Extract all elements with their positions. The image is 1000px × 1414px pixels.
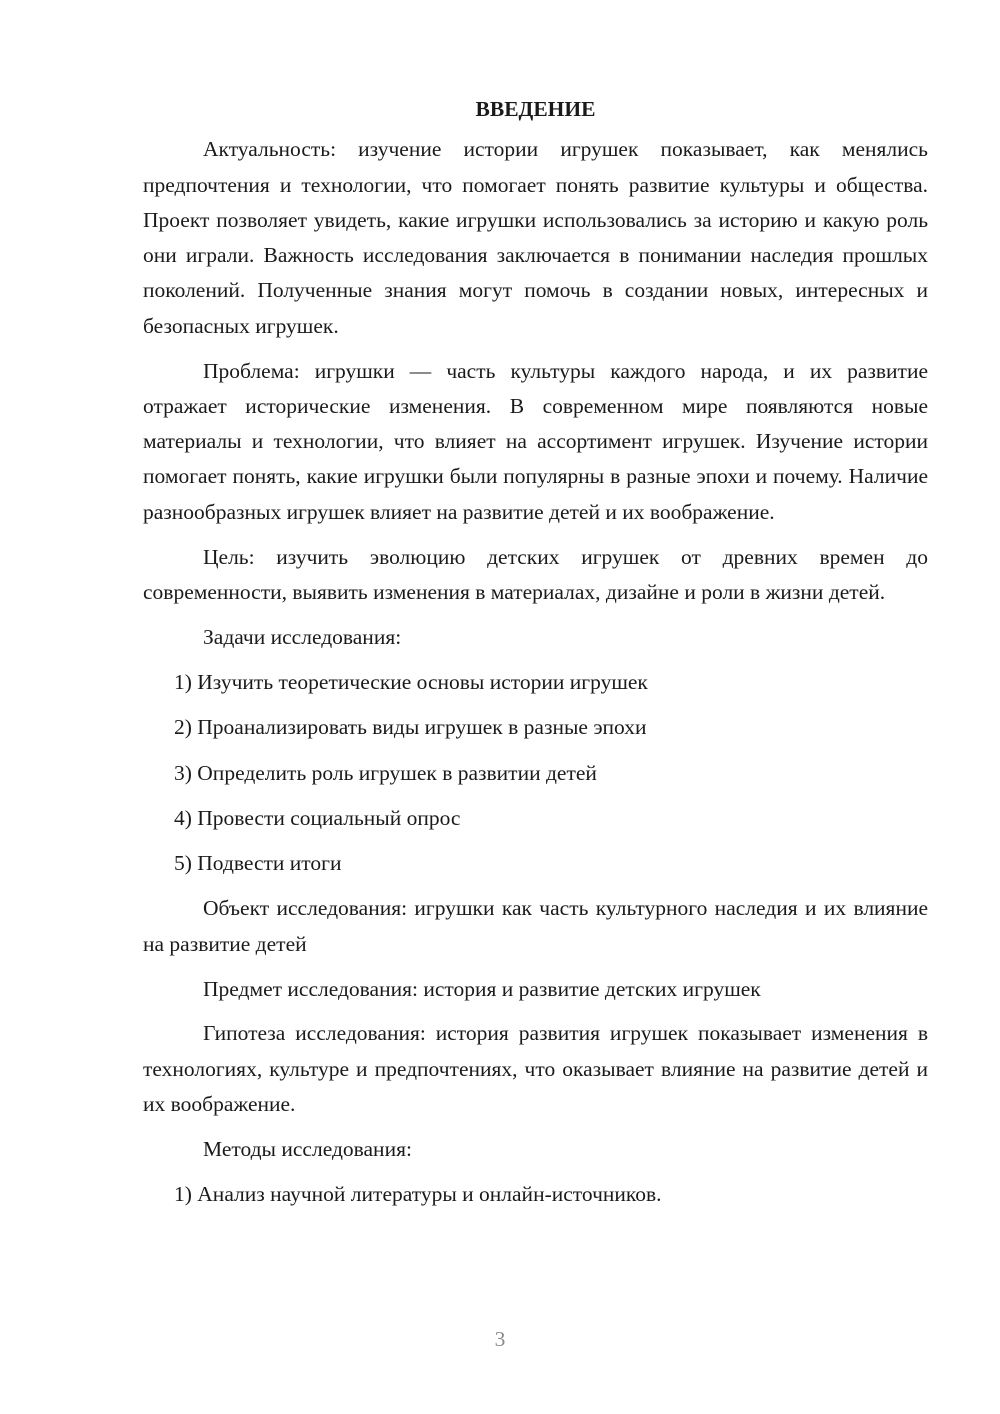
task-item: 5) Подвести итоги	[174, 851, 342, 876]
methods-list	[143, 1177, 928, 1212]
subject-paragraph: Предмет исследования: история и развитие детских игрушек	[203, 976, 761, 1001]
goal-paragraph: Цель: изучить эволюцию детских игрушек от древних времен до современности, выявить изменения в материалах, дизайне и роли в жизни детей.	[143, 544, 928, 604]
task-item: 2) Проанализировать виды игрушек в разные эпохи	[174, 715, 647, 740]
relevance-paragraph: Актуальность: изучение истории игрушек показывает, как менялись предпочтения и технологии, что помогает понять развитие культуры и общества. Проект позволяет увидеть, какие игрушки использовались за историю и какую роль они играли. Важность исследования заключается в понимании наследия прошлых поколений. Полученные знания могут помочь в создании новых, интересных и безопасных игрушек.	[143, 137, 928, 338]
task-item: 1) Изучить теоретические основы истории игрушек	[174, 669, 648, 694]
tasks-list	[143, 665, 928, 881]
task-item: 4) Провести социальный опрос	[174, 805, 461, 830]
object-paragraph: Объект исследования: игрушки как часть культурного наследия и их влияние на развитие детей	[143, 896, 928, 956]
task-item: 3) Определить роль игрушек в развитии детей	[174, 760, 597, 785]
method-item: 1) Анализ научной литературы и онлайн-источников.	[174, 1182, 662, 1207]
hypothesis-paragraph: Гипотеза исследования: история развития игрушек показывает изменения в технологиях, культуре и предпочтениях, что оказывает влияние на развитие детей и их воображение.	[143, 1021, 928, 1116]
document-page	[143, 92, 928, 1222]
problem-paragraph: Проблема: игрушки — часть культуры каждого народа, и их развитие отражает исторические изменения. В современном мире появляются новые материалы и технологии, что влияет на ассортимент игрушек. Изучение истории помогает понять, какие игрушки были популярны в разные эпохи и почему. Наличие разнообразных игрушек влияет на развитие детей и их воображение.	[143, 358, 928, 524]
section-title: ВВЕДЕНИЕ	[475, 97, 596, 121]
page-number: 3	[494, 1327, 506, 1351]
methods-heading: Методы исследования:	[203, 1136, 412, 1161]
tasks-heading: Задачи исследования:	[203, 624, 402, 649]
